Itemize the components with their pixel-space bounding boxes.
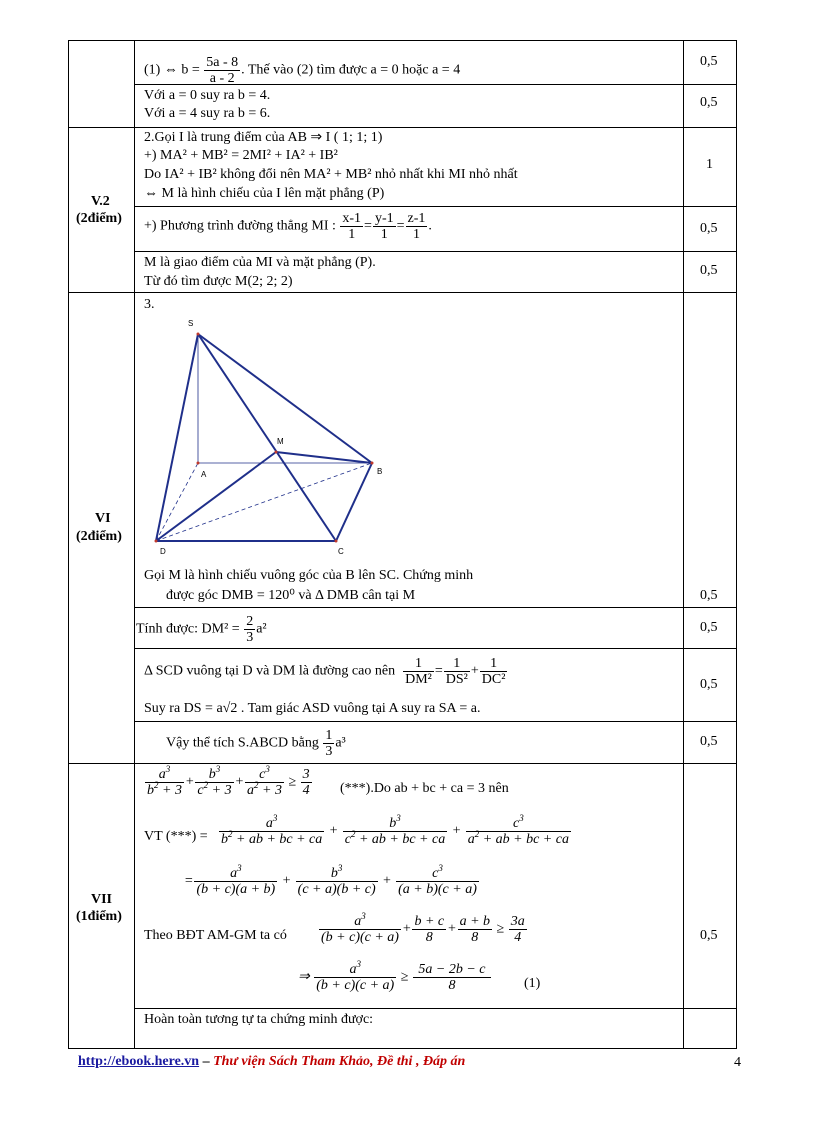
frac-den: 3 (246, 630, 254, 645)
v2-score2: 0,5 (700, 221, 718, 236)
vi-p2-pre: Tính được: DM² = (136, 621, 244, 637)
footer-text: Thư viện Sách Tham Khảo, Đề thi , Đáp án (213, 1054, 466, 1069)
label-M: M (277, 437, 284, 446)
v2-line1: 2.Gọi I là trung điểm của AB ⇒ I ( 1; 1; 1) (144, 130, 383, 145)
edge-DM (156, 452, 276, 541)
vi-para1b: được góc DMB = 120⁰ và Δ DMB cân tại M (166, 588, 416, 603)
label-A: A (201, 470, 207, 479)
footer (78, 1055, 465, 1069)
vii-score: 0,5 (700, 928, 718, 943)
vii-eq-tag: (1) (524, 976, 541, 991)
vi-score4: 0,5 (700, 734, 718, 749)
frac-den: 3 (325, 744, 333, 759)
v2-score3: 0,5 (700, 263, 718, 278)
row1-pre: (1) ⇔ b = (144, 62, 204, 78)
frac-num: x-1 (342, 211, 362, 226)
point-D (155, 540, 158, 543)
frac-num: 1 (480, 656, 508, 672)
frac-b3: $\frac{b^3}{c^2 + 3}$ (197, 764, 232, 798)
vi-para5 (166, 728, 346, 759)
v2-line2: +) MA² + MB² = 2MI² + IA² + IB² (144, 148, 338, 163)
vi-score1: 0,5 (700, 588, 718, 603)
vi-p2-frac (244, 614, 255, 645)
v2-line3: Do IA² + IB² không đổi nên MA² + MB² nhỏ nhất khi MI nhỏ nhất (144, 167, 518, 182)
row2-score: 0,5 (700, 95, 718, 110)
v2-line6: Từ đó tìm được M(2; 2; 2) (144, 274, 293, 289)
vi-points: (2điểm) (76, 529, 122, 544)
row1-fraction (204, 55, 240, 86)
vii-amgm-expression: $\frac{a^3}{(b + c)(c + a)}$ + $\frac{b + c}{8}$ + $\frac{a + b}{8}$ ≥ $\frac{3a}{4}$ (321, 911, 525, 945)
page-number: 4 (734, 1055, 741, 1070)
edge-SB (198, 334, 372, 463)
frac-den: 1 (412, 227, 420, 242)
edge-SC (198, 334, 336, 541)
vi-score3: 0,5 (700, 677, 718, 692)
footer-dash: – (199, 1054, 214, 1069)
row1-post: . Thế vào (2) tìm được a = 0 hoặc a = 4 (241, 62, 461, 78)
edge-CB (336, 463, 372, 541)
vi-p2-post: a² (256, 621, 267, 637)
vii-inequality: $\frac{a^3}{b^2 + 3}$ + $\frac{b^3}{c^2 + 3}$ + $\frac{c^3}{a^2 + 3}$ ≥ $\frac{3}{4}$ (147, 764, 310, 798)
vii-eq1-tail: (***).Do ab + bc + ca = 3 nên (340, 781, 509, 796)
v2-line-equation: +) Phương trình đường thẳng MI : $\frac{x-1}{1}$ = $\frac{y-1}{1}$ = $\frac{z-1}{1}$ . (144, 211, 432, 242)
vi-label: VI (95, 511, 111, 526)
v2-score1: 1 (706, 157, 713, 172)
frac-den: 1 (348, 227, 356, 242)
vii-label: VII (91, 892, 113, 907)
row1-frac-den: a - 2 (209, 71, 235, 86)
frac-den: 1 (380, 227, 388, 242)
vii-factored-expression: = $\frac{a^3}{(b + c)(a + b)}$ + $\frac{b^3}{(c + a)(b + c)}$ + $\frac{c^3}{(a + b)(c + a)}$ (184, 863, 477, 897)
vii-points: (1điểm) (76, 909, 122, 924)
row1-score: 0,5 (700, 54, 718, 69)
edge-DB (156, 463, 372, 541)
frac-den: DC² (481, 672, 506, 687)
point-B (371, 462, 374, 465)
vii-vt-label: VT (***) = (144, 829, 208, 844)
frac-num: z-1 (407, 211, 426, 226)
point-C (335, 540, 338, 543)
vii-last-line: Hoàn toàn tương tự ta chứng minh được: (144, 1012, 374, 1027)
edge-MB (276, 452, 372, 463)
row2-line2: Với a = 4 suy ra b = 6. (144, 106, 271, 121)
label-C: C (338, 547, 344, 556)
vi-para3: Δ SCD vuông tại D và DM là đường cao nên $\frac{1}{\text{DM²}}$ = $\frac{1}{\text{DS²}}$ + $\frac{1}{\text{DC²}}$ (144, 656, 506, 687)
frac-den: DM² (405, 672, 432, 687)
row2-line1: Với a = 0 suy ra b = 4. (144, 88, 271, 103)
vi-score2: 0,5 (700, 620, 718, 635)
v2-points: (2điểm) (76, 211, 122, 226)
vi-p5-post: a³ (335, 735, 346, 751)
frac-den: DS² (445, 672, 468, 687)
footer-link[interactable]: http://ebook.here.vn (78, 1054, 200, 1069)
vi-p3-frac1 (403, 656, 434, 687)
vi-p3-frac2 (444, 656, 470, 687)
v2-eq-frac1 (340, 211, 363, 242)
row1-text (144, 55, 460, 86)
vii-implication: ⇒ $\frac{a^3}{(b + c)(c + a)}$ ≥ $\frac{5a - 2b - c}{8}$ (298, 959, 490, 993)
vi-para4: Suy ra DS = a√2 . Tam giác ASD vuông tại A suy ra SA = a. (144, 701, 481, 716)
vii-vt-expression: $\frac{a^3}{b^2 + ab + bc + ca}$ + $\frac{b^3}{c^2 + ab + bc + ca}$ + $\frac{c^3}{a^2 + ab + bc + ca}$ (221, 813, 569, 847)
point-M (275, 451, 278, 454)
vi-number: 3. (144, 297, 155, 312)
v2-eq-frac3 (406, 211, 428, 242)
label-S: S (188, 319, 194, 328)
frac-a3: $\frac{a^3}{b^2 + 3}$ (147, 764, 182, 798)
frac-num: 1 (325, 728, 333, 743)
frac-c3: $\frac{c^3}{a^2 + 3}$ (247, 764, 282, 798)
label-B: B (377, 467, 383, 476)
frac-3-4: $\frac{3}{4}$ (302, 767, 310, 798)
frac-num: 1 (444, 656, 470, 672)
vi-p5-frac (323, 728, 334, 759)
point-A (197, 462, 200, 465)
edge-SD (156, 334, 198, 541)
frac-num: y-1 (374, 211, 394, 226)
vi-p3-frac3 (480, 656, 508, 687)
v2-eq-frac2 (373, 211, 396, 242)
v2-label: V.2 (91, 194, 110, 209)
v2-eq-pre: +) Phương trình đường thẳng MI : (144, 218, 340, 234)
frac-num: 2 (246, 614, 254, 629)
label-D: D (160, 547, 166, 556)
vii-amgm-label: Theo BĐT AM-GM ta có (144, 928, 287, 943)
v2-line5: M là giao điểm của MI và mặt phẳng (P). (144, 255, 376, 270)
vi-p5-pre: Vậy thể tích S.ABCD bằng (166, 735, 319, 751)
vi-para2 (136, 614, 267, 645)
point-S (197, 333, 200, 336)
vi-para1a: Gọi M là hình chiếu vuông góc của B lên SC. Chứng minh (144, 568, 474, 583)
frac-num: 1 (403, 656, 434, 672)
v2-line4: ⇔ M là hình chiếu của I lên mặt phẳng (P) (144, 186, 385, 201)
pyramid-figure (140, 312, 400, 562)
edge-DA (156, 463, 198, 541)
vi-p3-pre: Δ SCD vuông tại D và DM là đường cao nên (144, 663, 396, 679)
row1-frac-num: 5a - 8 (206, 55, 239, 70)
